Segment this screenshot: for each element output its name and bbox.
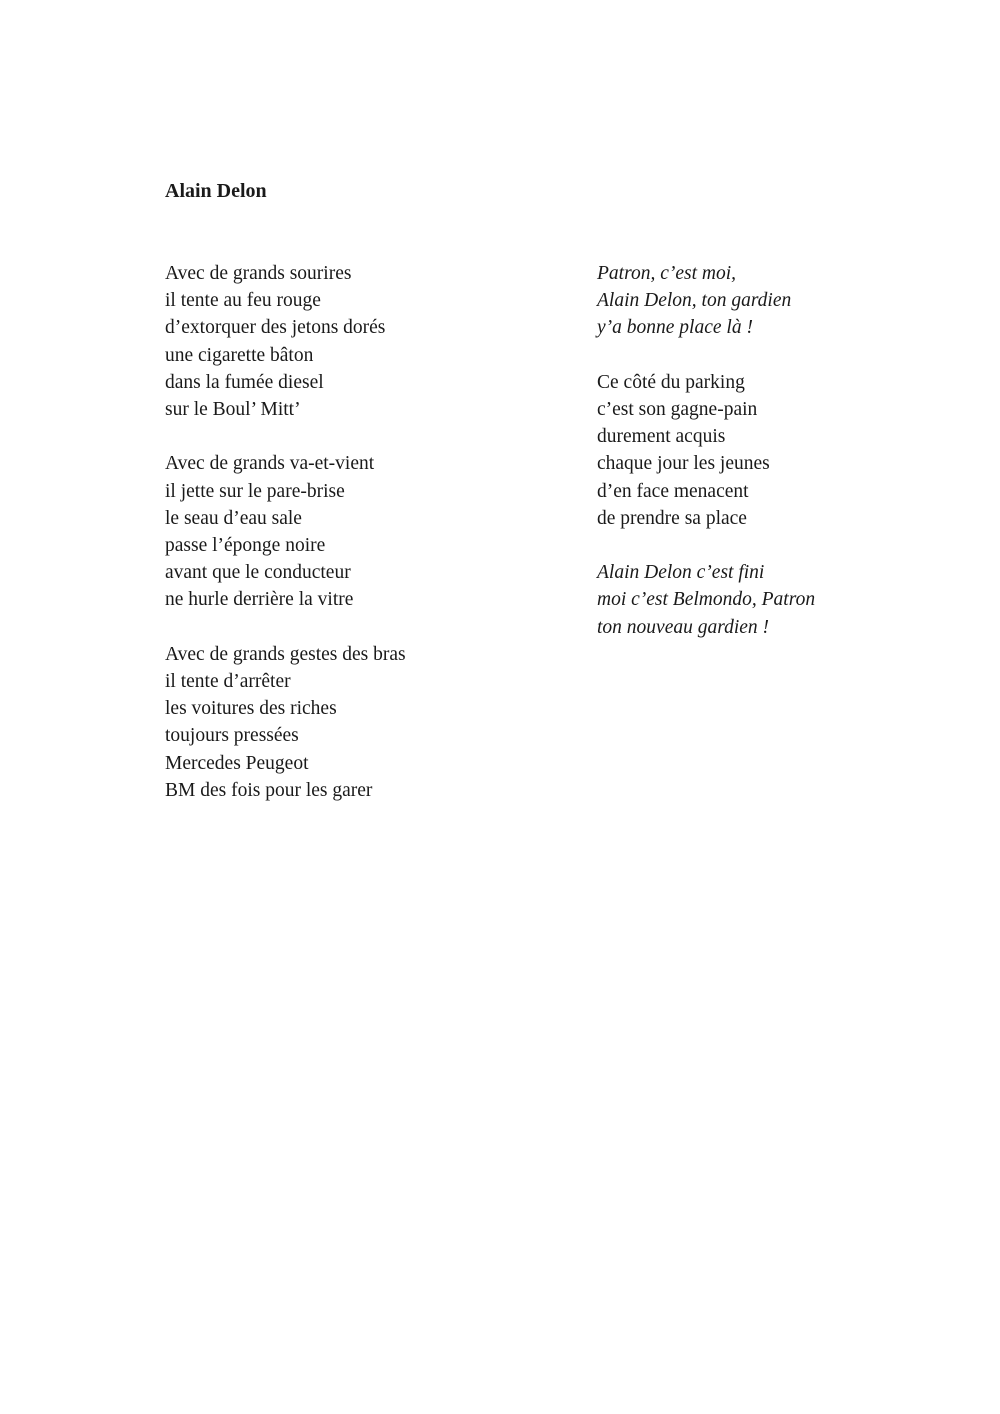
- stanza-right-2: [597, 369, 815, 532]
- poem-line: une cigarette bâton: [165, 344, 314, 366]
- poem-line: sur le Boul’ Mitt’: [165, 399, 301, 421]
- stanza-left-3: [165, 641, 406, 804]
- poem-line: de prendre sa place: [597, 507, 747, 529]
- stanza-left-1: [165, 260, 406, 423]
- stanza-left-2: [165, 450, 406, 613]
- poem-line: toujours pressées: [165, 725, 299, 747]
- poem-line: les voitures des riches: [165, 698, 337, 720]
- poem-line: le seau d’eau sale: [165, 507, 302, 529]
- poem-line: dans la fumée diesel: [165, 371, 324, 393]
- stanza-right-3: [597, 559, 815, 641]
- poem-line: c’est son gagne-pain: [597, 399, 758, 420]
- poem-line: durement acquis: [597, 426, 726, 448]
- poem-line: BM des fois pour les garer: [165, 779, 373, 801]
- poem-line: il tente d’arrêter: [165, 671, 291, 693]
- poem-line: moi c’est Belmondo, Patron: [597, 589, 816, 611]
- poem-line: chaque jour les jeunes: [597, 453, 770, 475]
- poem-line: ton nouveau gardien !: [597, 616, 770, 638]
- poem-line: y’a bonne place là !: [597, 317, 753, 339]
- poem-line: passe l’éponge noire: [165, 535, 326, 557]
- poem-line: ne hurle derrière la vitre: [165, 589, 354, 611]
- poem-line: Mercedes Peugeot: [165, 752, 309, 774]
- poem-line: il jette sur le pare-brise: [165, 480, 345, 502]
- poem-line: Avec de grands sourires: [165, 263, 352, 284]
- stanza-right-1: [597, 260, 815, 342]
- poem-line: Avec de grands va-et-vient: [165, 453, 375, 475]
- poem-line: d’extorquer des jetons dorés: [165, 317, 386, 339]
- poem-line: Ce côté du parking: [597, 371, 745, 393]
- poem-line: Alain Delon, ton gardien: [597, 290, 792, 312]
- poem-line: il tente au feu rouge: [165, 290, 321, 312]
- poem-line: avant que le conducteur: [165, 562, 351, 584]
- poem-left-column: [165, 260, 406, 831]
- poem-right-column: [597, 260, 815, 668]
- poem-line: Patron, c’est moi,: [597, 263, 737, 284]
- poem-line: Alain Delon c’est fini: [597, 562, 765, 584]
- poem-line: d’en face menacent: [597, 480, 749, 502]
- poem-title: Alain Delon: [165, 180, 267, 202]
- poem-line: Avec de grands gestes des bras: [165, 643, 406, 665]
